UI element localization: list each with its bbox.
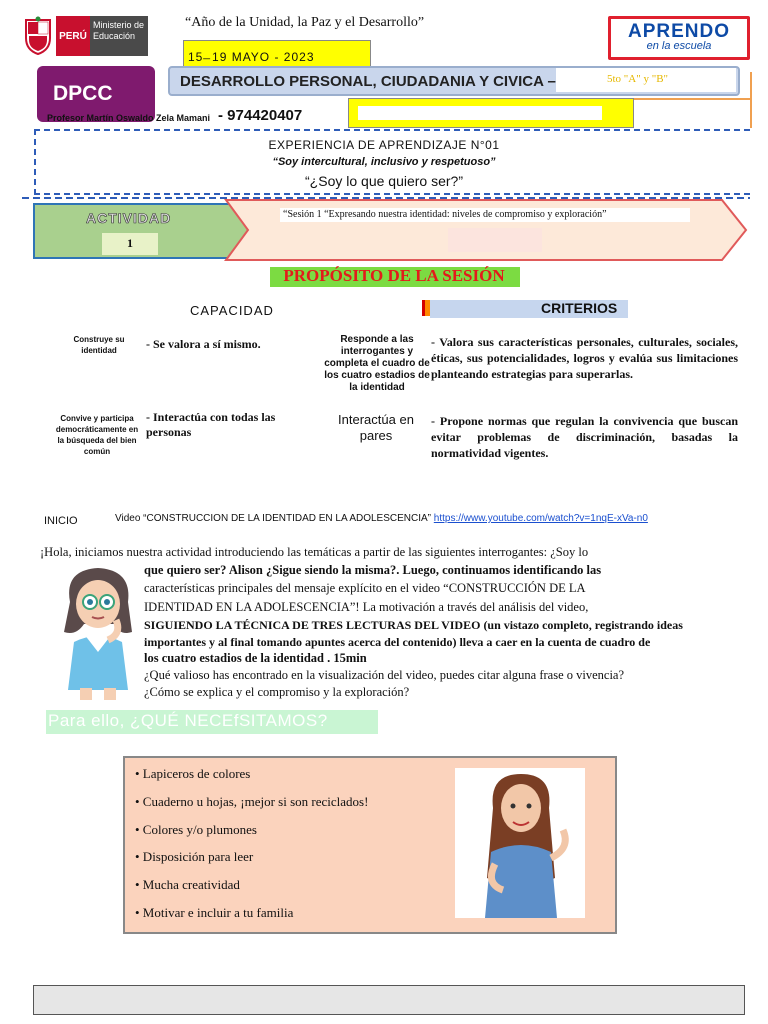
footer-box [33,985,745,1015]
gov-ministry-badge: Ministerio de Educación [90,16,148,56]
intro-line-9: ¿Cómo se explica y el compromiso y la exploración? [144,685,410,699]
criteria-header: CRITERIOS [541,300,618,316]
inicio-label: INICIO [44,515,78,527]
date-text: 15 ̶ 19 MAYO - 2023 [188,50,315,64]
materials-item: • Colores y/o plumones [135,821,257,837]
materials-item: • Mucha creatividad [135,877,240,893]
dpcc-badge: DPCC [37,66,155,122]
activity-number: 1 [127,236,133,250]
capacity-1: - Se valora a sí mismo. [146,337,261,351]
intro-paragraph [40,544,740,704]
materials-item: • Lapiceros de colores [135,766,251,781]
teacher-phone: - 974420407 [218,107,303,124]
capacity-2: - Interactúa con todas las personas [146,410,276,439]
criteria-1: - Valora sus características personales, culturales, sociales, éticas, sus potencialidades, logros y evalúa sus limitaciones planteando estrategias para superarlas. [431,335,738,381]
peru-shield-icon [22,16,54,56]
experience-subtitle: “Soy intercultural, inclusivo y respetuoso” [272,156,496,168]
woman-pointing-illustration [455,768,585,918]
need-title: Para ello, ¿QUÉ NECEfSITAMOS? [48,711,328,730]
criteria-marker [422,300,425,316]
aprendo-logo [608,16,750,60]
competence-1: Construye su identidad [73,335,125,355]
intro-line-2: que quiero ser? Alison ¿Sigue siendo la misma?. Luego, continuamos identificando las [144,563,602,577]
session-note-box [448,228,542,252]
intro-line-4: IDENTIDAD EN LA ADOLESCENCIA”! La motivación a través del análisis del video, [144,600,589,614]
teacher-name: Profesor Martín Oswaldo Zela Mamani [47,113,211,123]
intro-line-1: ¡Hola, iniciamos nuestra actividad introduciendo las temáticas a partir de las siguientes interrogantes: ¿Soy lo [40,545,589,559]
materials-list [135,760,368,927]
criteria-2: - Propone normas que regulan la convivencia que buscan evitar problemas de discriminación, basadas la normatividad vigentes. [431,414,738,460]
intro-line-7: los cuatro estadios de la identidad . 15min [144,651,367,665]
session-title: “Sesión 1 “Expresando nuestra identidad: niveles de compromiso y exploración” [283,209,607,220]
intro-line-8: ¿Qué valioso has encontrado en la visualización del video, puedes citar alguna frase o vivencia? [144,668,625,682]
materials-item: • Disposición para leer [135,849,254,865]
video-title: Video “CONSTRUCCION DE LA IDENTIDAD EN LA ADOLESCENCIA” [115,513,432,524]
gov-country-badge: PERÚ [56,16,90,56]
video-line [115,513,648,524]
experience-title: EXPERIENCIA DE APRENDIZAJE N°01 [268,138,500,152]
criteria-left-1: Responde a las interrogantes y completa el cuadro de los cuatro estadios de la identidad [324,334,430,393]
competence-2: Convive y participa democráticamente en la búsqueda del bien común [55,414,139,456]
aprendo-logo-subtitle: en la escuela [646,40,712,52]
divider [750,72,753,128]
year-motto: “Año de la Unidad, la Paz y el Desarrollo” [185,15,425,30]
video-link[interactable]: https://www.youtube.com/watch?v=1nqE-xVa-n0 [433,513,648,524]
capacity-header: CAPACIDAD [190,303,274,318]
subject-title: DESARROLLO PERSONAL, CIUDADANIA Y CIVICA – [180,73,556,90]
grade-text: 5to "A" y "B" [607,73,669,85]
yellow-name-box-inner [358,106,602,120]
divider [634,98,750,101]
intro-line-5: SIGUIENDO LA TÉCNICA DE TRES LECTURAS DEL VIDEO (un vistazo completo, registrando ideas [144,618,683,632]
purpose-title: PROPÓSITO DE LA SESIÓN [283,266,505,285]
materials-item: • Cuaderno u hojas, ¡mejor si son reciclados! [135,793,369,809]
activity-title: ACTIVIDAD [86,210,172,226]
intro-line-6: importantes y al final tomando apuntes acerca del contenido) lleva a caer en la cuenta de cuadro de [144,635,651,649]
materials-item: • Motivar e incluir a tu familia [135,904,294,920]
aprendo-logo-title: APRENDO [627,21,730,42]
experience-question: “¿Soy lo que quiero ser?” [305,173,463,189]
intro-line-3: características principales del mensaje explícito en el video “CONSTRUCCIÓN DE LA [144,581,586,595]
criteria-left-2: Interactúa en pares [338,412,414,443]
